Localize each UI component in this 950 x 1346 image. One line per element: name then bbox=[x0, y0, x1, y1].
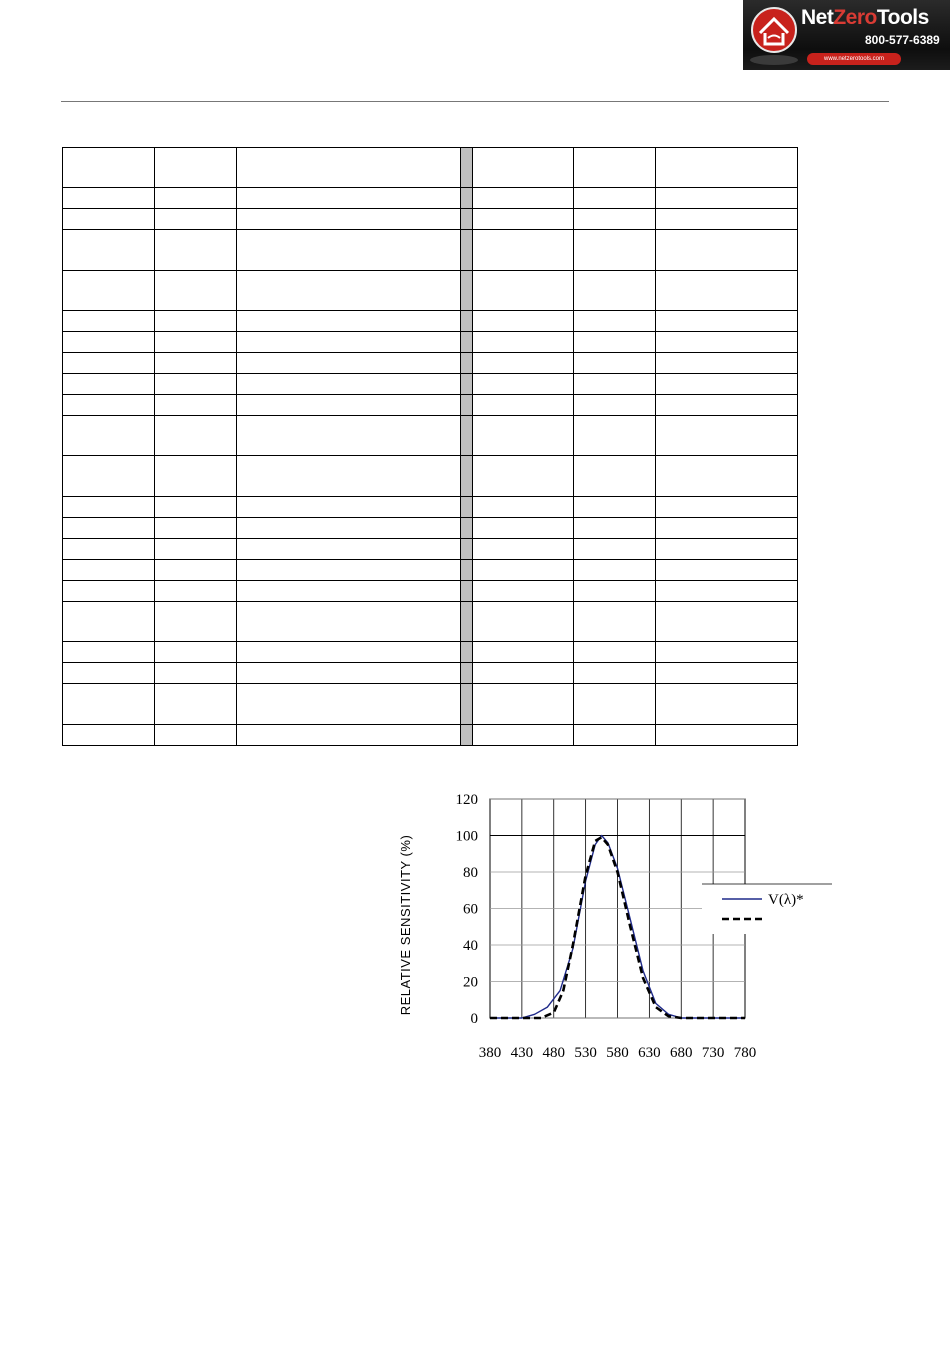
table-cell bbox=[63, 188, 155, 209]
table-cell bbox=[473, 209, 574, 230]
table-cell bbox=[155, 580, 237, 601]
table-column-separator bbox=[461, 352, 473, 373]
table-cell bbox=[237, 684, 461, 724]
spec-table bbox=[62, 147, 798, 746]
x-tick-label: 780 bbox=[733, 1045, 757, 1061]
table-cell bbox=[656, 230, 798, 270]
table-cell bbox=[155, 310, 237, 331]
table-cell bbox=[63, 209, 155, 230]
table-cell bbox=[574, 148, 656, 188]
table-column-separator bbox=[461, 270, 473, 310]
table-cell bbox=[473, 602, 574, 642]
table-row bbox=[63, 209, 798, 230]
table-cell bbox=[237, 538, 461, 559]
x-tick-labels bbox=[479, 1045, 757, 1061]
table-cell bbox=[155, 684, 237, 724]
table-cell bbox=[473, 331, 574, 352]
table-cell bbox=[574, 559, 656, 580]
table-cell bbox=[155, 517, 237, 538]
table-cell bbox=[656, 559, 798, 580]
table-cell bbox=[155, 188, 237, 209]
table-cell bbox=[574, 416, 656, 456]
table-cell bbox=[237, 395, 461, 416]
table-cell bbox=[656, 517, 798, 538]
table-cell bbox=[473, 496, 574, 517]
table-row bbox=[63, 724, 798, 745]
table-column-separator bbox=[461, 230, 473, 270]
table-cell bbox=[237, 270, 461, 310]
table-cell bbox=[656, 209, 798, 230]
y-tick-label: 40 bbox=[463, 938, 478, 954]
table-cell bbox=[656, 642, 798, 663]
table-cell bbox=[473, 230, 574, 270]
table-column-separator bbox=[461, 496, 473, 517]
table-cell bbox=[237, 209, 461, 230]
y-tick-labels bbox=[456, 792, 479, 1027]
table-cell bbox=[155, 602, 237, 642]
x-tick-label: 730 bbox=[701, 1045, 725, 1061]
table-cell bbox=[574, 209, 656, 230]
table-row bbox=[63, 663, 798, 684]
table-cell bbox=[574, 331, 656, 352]
table-cell bbox=[473, 395, 574, 416]
y-tick-label: 80 bbox=[463, 865, 478, 881]
table-cell bbox=[237, 663, 461, 684]
table-cell bbox=[155, 209, 237, 230]
table-cell bbox=[656, 684, 798, 724]
x-tick-label: 530 bbox=[574, 1045, 597, 1061]
table-cell bbox=[63, 580, 155, 601]
table-column-separator bbox=[461, 559, 473, 580]
table-column-separator bbox=[461, 148, 473, 188]
table-cell bbox=[574, 642, 656, 663]
table-cell bbox=[574, 352, 656, 373]
y-tick-label: 120 bbox=[455, 792, 478, 808]
table-cell bbox=[473, 559, 574, 580]
table-cell bbox=[63, 496, 155, 517]
table-cell bbox=[473, 416, 574, 456]
table-cell bbox=[155, 724, 237, 745]
table-row bbox=[63, 352, 798, 373]
table-row bbox=[63, 684, 798, 724]
table-cell bbox=[155, 559, 237, 580]
x-tick-label: 430 bbox=[510, 1045, 534, 1061]
table-cell bbox=[574, 684, 656, 724]
table-cell bbox=[155, 456, 237, 496]
table-cell bbox=[473, 580, 574, 601]
table-cell bbox=[237, 580, 461, 601]
table-row bbox=[63, 416, 798, 456]
table-cell bbox=[574, 374, 656, 395]
table-row bbox=[63, 538, 798, 559]
table-row bbox=[63, 374, 798, 395]
table-cell bbox=[63, 352, 155, 373]
table-cell bbox=[574, 270, 656, 310]
table-cell bbox=[63, 724, 155, 745]
table-cell bbox=[574, 496, 656, 517]
table-row bbox=[63, 602, 798, 642]
table-row bbox=[63, 148, 798, 188]
table-cell bbox=[155, 374, 237, 395]
table-cell bbox=[574, 395, 656, 416]
table-cell bbox=[63, 456, 155, 496]
table-cell bbox=[656, 538, 798, 559]
table-cell bbox=[63, 416, 155, 456]
table-cell bbox=[155, 148, 237, 188]
sensitivity-chart bbox=[380, 785, 850, 1075]
table-cell bbox=[473, 188, 574, 209]
table-cell bbox=[574, 188, 656, 209]
table-row bbox=[63, 331, 798, 352]
table-column-separator bbox=[461, 642, 473, 663]
table-cell bbox=[656, 496, 798, 517]
table-row bbox=[63, 642, 798, 663]
table-cell bbox=[237, 517, 461, 538]
table-cell bbox=[473, 724, 574, 745]
chart-ylabel: RELATIVE SENSITIVITY (%) bbox=[398, 834, 413, 1016]
table-row bbox=[63, 517, 798, 538]
y-tick-label: 60 bbox=[463, 901, 478, 918]
table-cell bbox=[656, 416, 798, 456]
logo-brand: NetZeroTools bbox=[801, 6, 929, 29]
table-cell bbox=[237, 310, 461, 331]
table-column-separator bbox=[461, 684, 473, 724]
table-cell bbox=[574, 310, 656, 331]
table-column-separator bbox=[461, 724, 473, 745]
table-cell bbox=[237, 374, 461, 395]
y-tick-label: 20 bbox=[463, 974, 478, 991]
table-row bbox=[63, 270, 798, 310]
table-cell bbox=[656, 724, 798, 745]
x-tick-label: 380 bbox=[478, 1045, 502, 1061]
table-cell bbox=[237, 559, 461, 580]
table-column-separator bbox=[461, 374, 473, 395]
x-tick-label: 630 bbox=[638, 1045, 661, 1061]
table-column-separator bbox=[461, 663, 473, 684]
table-cell bbox=[155, 416, 237, 456]
table-cell bbox=[656, 270, 798, 310]
table-cell bbox=[237, 642, 461, 663]
table-cell bbox=[473, 517, 574, 538]
table-cell bbox=[63, 310, 155, 331]
table-cell bbox=[473, 684, 574, 724]
table-row bbox=[63, 456, 798, 496]
table-cell bbox=[574, 724, 656, 745]
y-tick-label: 100 bbox=[455, 828, 478, 845]
table-column-separator bbox=[461, 456, 473, 496]
table-cell bbox=[656, 188, 798, 209]
table-cell bbox=[574, 602, 656, 642]
table-cell bbox=[237, 230, 461, 270]
table-row bbox=[63, 496, 798, 517]
table-cell bbox=[63, 559, 155, 580]
table-cell bbox=[63, 602, 155, 642]
table-cell bbox=[473, 456, 574, 496]
x-tick-label: 580 bbox=[606, 1045, 629, 1061]
table-row bbox=[63, 310, 798, 331]
logo-url: www.netzerotools.com bbox=[807, 53, 901, 65]
table-cell bbox=[473, 663, 574, 684]
table-cell bbox=[574, 456, 656, 496]
table-column-separator bbox=[461, 580, 473, 601]
table-column-separator bbox=[461, 602, 473, 642]
x-tick-label: 680 bbox=[670, 1045, 693, 1061]
table-cell bbox=[656, 374, 798, 395]
table-column-separator bbox=[461, 416, 473, 456]
table-column-separator bbox=[461, 517, 473, 538]
table-cell bbox=[656, 580, 798, 601]
table-column-separator bbox=[461, 395, 473, 416]
table-row bbox=[63, 580, 798, 601]
table-cell bbox=[656, 331, 798, 352]
table-column-separator bbox=[461, 310, 473, 331]
table-column-separator bbox=[461, 538, 473, 559]
table-cell bbox=[574, 663, 656, 684]
table-cell bbox=[63, 331, 155, 352]
table-cell bbox=[656, 456, 798, 496]
table-cell bbox=[63, 148, 155, 188]
table-cell bbox=[656, 148, 798, 188]
table-cell bbox=[237, 416, 461, 456]
table-cell bbox=[574, 580, 656, 601]
table-cell bbox=[237, 724, 461, 745]
table-column-separator bbox=[461, 331, 473, 352]
table-cell bbox=[237, 496, 461, 517]
table-cell bbox=[237, 148, 461, 188]
table-cell bbox=[473, 148, 574, 188]
legend-label-1: V(λ)* bbox=[768, 892, 804, 908]
table-cell bbox=[63, 230, 155, 270]
table-cell bbox=[656, 663, 798, 684]
x-tick-label: 480 bbox=[542, 1045, 565, 1061]
table-column-separator bbox=[461, 188, 473, 209]
table-cell bbox=[574, 517, 656, 538]
house-emblem-icon bbox=[743, 0, 803, 70]
table-cell bbox=[237, 352, 461, 373]
logo-phone: 800-577-6389 bbox=[865, 33, 940, 47]
table-cell bbox=[574, 538, 656, 559]
table-cell bbox=[155, 642, 237, 663]
table-cell bbox=[155, 230, 237, 270]
table-row bbox=[63, 188, 798, 209]
table-cell bbox=[656, 395, 798, 416]
table-cell bbox=[63, 374, 155, 395]
table-cell bbox=[656, 352, 798, 373]
table-cell bbox=[63, 642, 155, 663]
table-cell bbox=[473, 374, 574, 395]
table-cell bbox=[656, 602, 798, 642]
table-column-separator bbox=[461, 209, 473, 230]
table-cell bbox=[473, 352, 574, 373]
table-cell bbox=[155, 270, 237, 310]
table-cell bbox=[63, 538, 155, 559]
table-cell bbox=[473, 270, 574, 310]
table-cell bbox=[63, 395, 155, 416]
table-cell bbox=[237, 188, 461, 209]
chart-legend bbox=[702, 884, 832, 934]
legend-box bbox=[702, 884, 832, 934]
table-cell bbox=[63, 270, 155, 310]
table-cell bbox=[63, 517, 155, 538]
header-divider bbox=[61, 101, 889, 102]
table-cell bbox=[473, 538, 574, 559]
table-cell bbox=[473, 310, 574, 331]
y-tick-label: 0 bbox=[470, 1011, 478, 1027]
table-cell bbox=[155, 352, 237, 373]
netzerotools-logo bbox=[743, 0, 950, 70]
table-row bbox=[63, 559, 798, 580]
table-cell bbox=[237, 602, 461, 642]
table-cell bbox=[63, 663, 155, 684]
table-cell bbox=[155, 538, 237, 559]
table-cell bbox=[155, 331, 237, 352]
table-cell bbox=[237, 331, 461, 352]
table-cell bbox=[473, 642, 574, 663]
table-row bbox=[63, 395, 798, 416]
table-cell bbox=[63, 684, 155, 724]
table-cell bbox=[155, 663, 237, 684]
table-row bbox=[63, 230, 798, 270]
table-cell bbox=[155, 496, 237, 517]
table-cell bbox=[574, 230, 656, 270]
table-cell bbox=[656, 310, 798, 331]
table-cell bbox=[237, 456, 461, 496]
table-cell bbox=[155, 395, 237, 416]
